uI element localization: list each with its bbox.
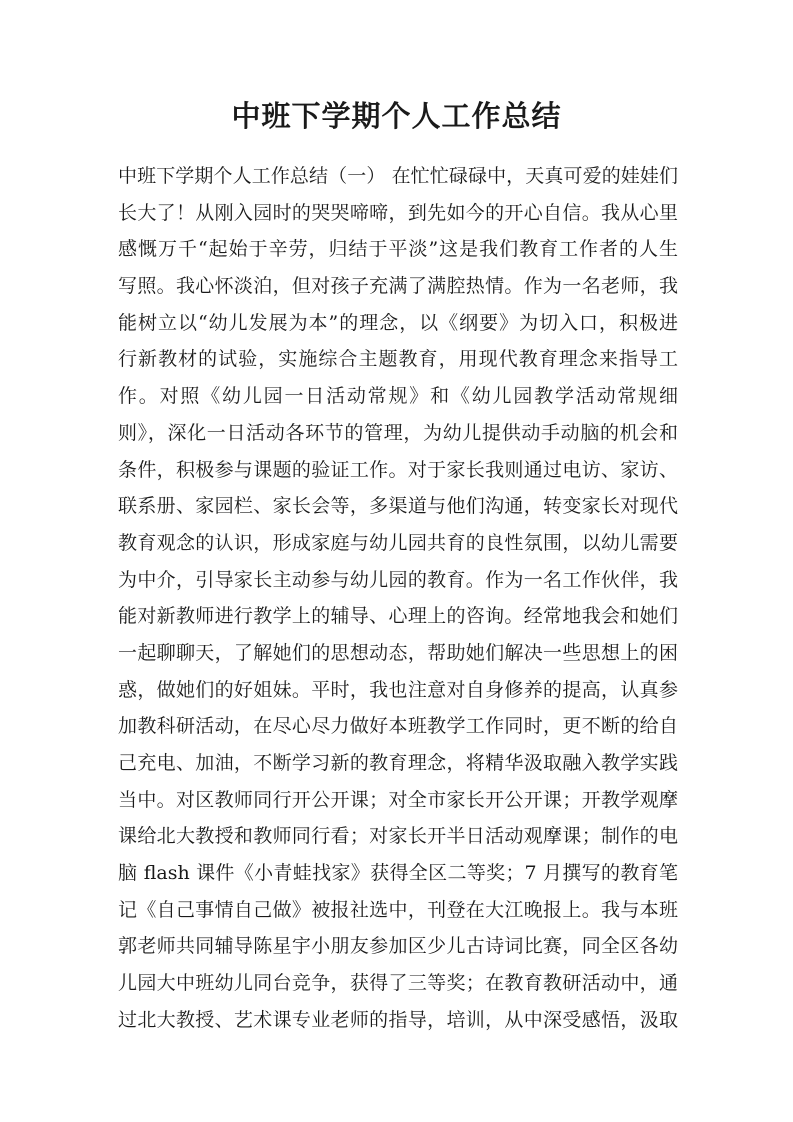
body-line: 条件，积极参与课题的验证工作。对于家长我则通过电访、家访、	[118, 458, 678, 481]
body-line: 写照。我心怀淡泊，但对孩子充满了满腔热情。作为一名老师，我	[118, 275, 678, 298]
body-line: 过北大教授、艺术课专业老师的指导，培训，从中深受感悟，汲取	[118, 1008, 678, 1031]
body-line: 儿园大中班幼儿同台竞争，获得了三等奖；在教育教研活动中，通	[118, 972, 678, 995]
body-line: 长大了！从刚入园时的哭哭啼啼，到先如今的开心自信。我从心里	[118, 201, 678, 224]
body-line: 惑，做她们的好姐妹。平时，我也注意对自身修养的提高，认真参	[118, 678, 678, 701]
body-line: 一起聊聊天，了解她们的思想动态，帮助她们解决一些思想上的困	[118, 641, 678, 664]
body-line: 作。对照《幼儿园一日活动常规》和《幼儿园教学活动常规细	[118, 385, 678, 408]
body-line: 课给北大教授和教师同行看；对家长开半日活动观摩课；制作的电	[118, 825, 678, 848]
body-line: 则》，深化一日活动各环节的管理，为幼儿提供动手动脑的机会和	[118, 421, 678, 444]
body-line: 教育观念的认识，形成家庭与幼儿园共育的良性氛围，以幼儿需要	[118, 531, 678, 554]
body-line: 能树立以“幼儿发展为本”的理念，以《纲要》为切入口，积极进	[118, 311, 678, 334]
body-line: 当中。对区教师同行开公开课；对全市家长开公开课；开教学观摩	[118, 788, 678, 811]
document-body	[118, 158, 678, 1039]
body-line: 郭老师共同辅导陈星宇小朋友参加区少儿古诗词比赛，同全区各幼	[118, 935, 678, 958]
body-line: 为中介，引导家长主动参与幼儿园的教育。作为一名工作伙伴，我	[118, 568, 678, 591]
body-line: 联系册、家园栏、家长会等，多渠道与他们沟通，转变家长对现代	[118, 495, 678, 518]
body-line: 能对新教师进行教学上的辅导、心理上的咨询。经常地我会和她们	[118, 605, 678, 628]
body-line: 行新教材的试验，实施综合主题教育，用现代教育理念来指导工	[118, 348, 678, 371]
body-line: 脑 flash 课件《小青蛙找家》获得全区二等奖；7 月撰写的教育笔	[118, 862, 678, 885]
body-line: 己充电、加油，不断学习新的教育理念，将精华汲取融入教学实践	[118, 752, 678, 774]
body-line: 中班下学期个人工作总结（一） 在忙忙碌碌中，天真可爱的娃娃们	[118, 165, 678, 187]
body-line: 感慨万千“起始于辛劳，归结于平淡”这是我们教育工作者的人生	[118, 238, 678, 261]
document-title: 中班下学期个人工作总结	[231, 99, 562, 133]
body-line: 记《自己事情自己做》被报社选中，刊登在大江晚报上。我与本班	[118, 898, 678, 921]
body-line: 加教科研活动，在尽心尽力做好本班教学工作同时，更不断的给自	[118, 715, 678, 738]
